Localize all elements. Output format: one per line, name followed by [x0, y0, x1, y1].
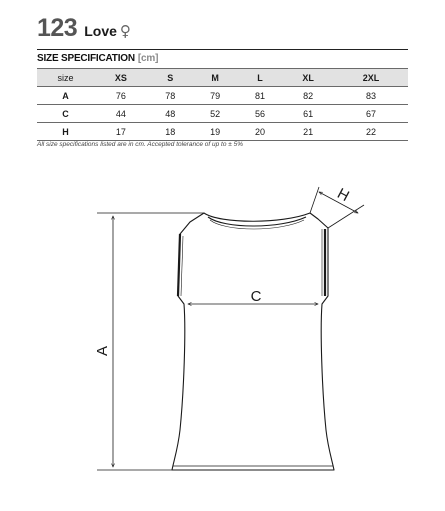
table-cell: 44: [94, 105, 148, 123]
left-sleeve-hem-2: [181, 236, 183, 296]
table-cell: 52: [193, 105, 238, 123]
column-header: XS: [94, 69, 148, 87]
spec-title-text: SIZE SPECIFICATION: [37, 53, 135, 64]
table-cell: 76: [94, 87, 148, 105]
table-cell: 78: [148, 87, 193, 105]
table-cell: 56: [238, 105, 283, 123]
row-label: C: [37, 105, 94, 123]
model-number: 123: [37, 14, 78, 42]
table-cell: 18: [148, 123, 193, 141]
table-cell: 21: [282, 123, 334, 141]
row-label: A: [37, 87, 94, 105]
dimension-a-label: A: [94, 345, 111, 357]
column-header: 2XL: [334, 69, 408, 87]
row-label: H: [37, 123, 94, 141]
model-name: Love: [84, 23, 117, 39]
table-cell: 81: [238, 87, 283, 105]
column-header: XL: [282, 69, 334, 87]
column-header: M: [193, 69, 238, 87]
dimension-h-extension-2: [328, 205, 364, 228]
table-cell: 17: [94, 123, 148, 141]
tolerance-note: All size specifications listed are in cm. Accepted tolerance of up to ± 5%: [37, 141, 244, 148]
table-cell: 20: [238, 123, 283, 141]
left-sleeve-hem: [178, 234, 180, 296]
table-cell: 48: [148, 105, 193, 123]
dimension-a: [97, 213, 204, 470]
dimension-h-label: H: [334, 184, 352, 206]
table-cell: 82: [282, 87, 334, 105]
column-header: size: [37, 69, 94, 87]
table-cell: 83: [334, 87, 408, 105]
table-cell: 19: [193, 123, 238, 141]
dimension-h-extension-1: [310, 187, 319, 213]
column-header: L: [238, 69, 283, 87]
column-header: S: [148, 69, 193, 87]
table-cell: 79: [193, 87, 238, 105]
spec-unit: [cm]: [137, 53, 159, 64]
dimension-c-label: C: [250, 288, 262, 305]
table-cell: 61: [282, 105, 334, 123]
female-icon: ♀: [119, 22, 131, 40]
table-cell: 67: [334, 105, 408, 123]
tshirt-outline: [172, 213, 334, 470]
tshirt-body: [172, 213, 334, 470]
table-cell: 22: [334, 123, 408, 141]
